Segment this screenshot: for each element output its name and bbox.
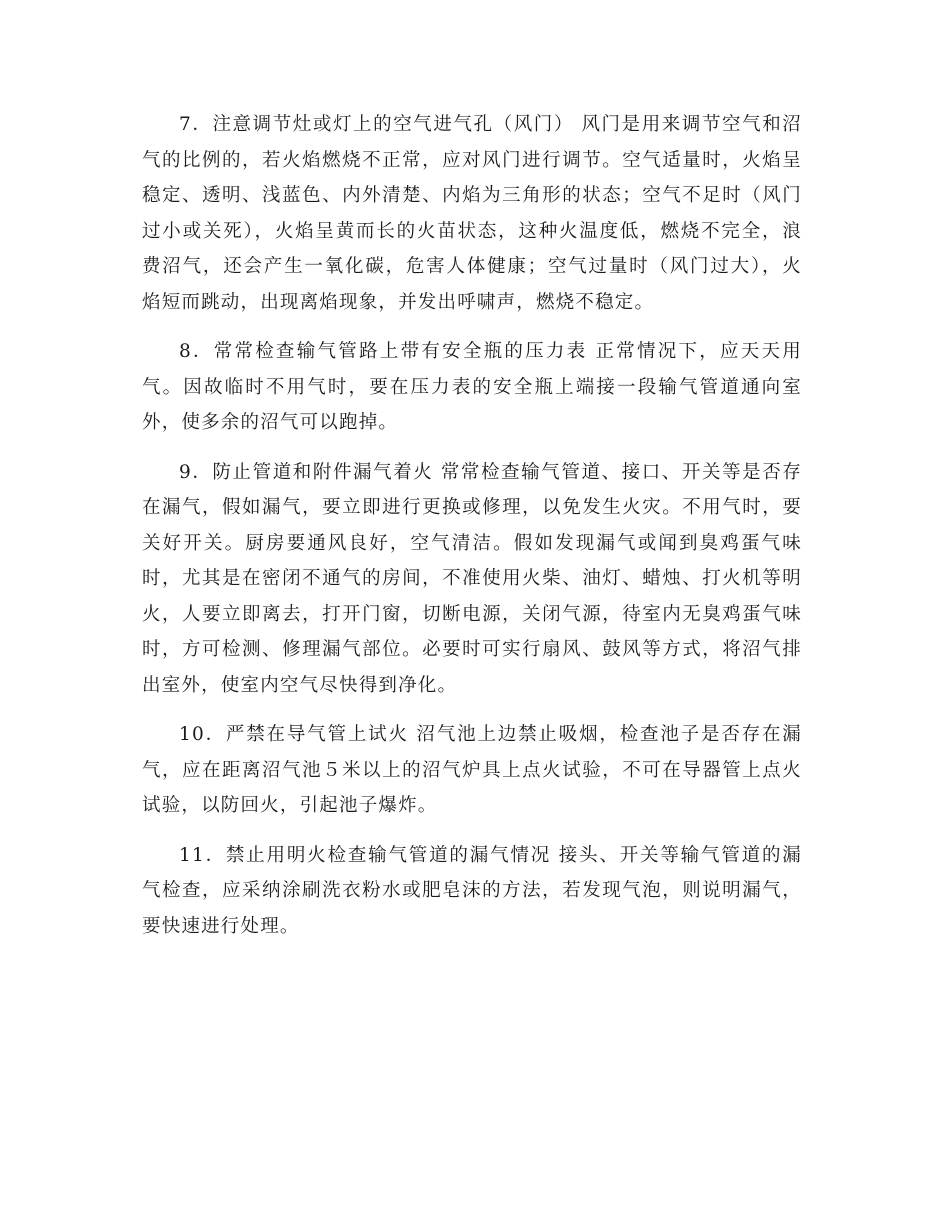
paragraph-7: 7．注意调节灶或灯上的空气进气孔（风门） 风门是用来调节空气和沼气的比例的，若火焰燃烧不正常，应对风门进行调节。空气适量时，火焰呈稳定、透明、浅蓝色、内外清楚、内焰为三角形的状态；空气不足时（风门过小或关死），火焰呈黄而长的火苗状态，这种火温度低，燃烧不完全，浪费沼气，还会产生一氧化碳，危害人体健康；空气过量时（风门过大），火焰短而跳动，出现离焰现象，并发出呼啸声，燃烧不稳定。 — [142, 114, 802, 313]
paragraph-10: 10．严禁在导气管上试火 沼气池上边禁止吸烟，检查池子是否存在漏气，应在距离沼气池５米以上的沼气炉具上点火试验，不可在导器管上点火试验，以防回火，引起池子爆炸。 — [142, 724, 802, 816]
paragraph-9: 9．防止管道和附件漏气着火 常常检查输气管道、接口、开关等是否存在漏气，假如漏气，要立即进行更换或修理，以免发生火灾。不用气时，要关好开关。厨房要通风良好，空气清洁。假如发现漏气或闻到臭鸡蛋气味时，尤其是在密闭不通气的房间，不准使用火柴、油灯、蜡烛、打火机等明火，人要立即离去，打开门窗，切断电源，关闭气源，待室内无臭鸡蛋气味时，方可检测、修理漏气部位。必要时可实行扇风、鼓风等方式，将沼气排出室外，使室内空气尽快得到净化。 — [142, 461, 802, 696]
paragraph-11: 11．禁止用明火检查输气管道的漏气情况 接头、开关等输气管道的漏气检查，应采纳涂刷洗衣粉水或肥皂沫的方法，若发现气泡，则说明漏气，要快速进行处理。 — [142, 844, 802, 937]
paragraph-8: 8．常常检查输气管路上带有安全瓶的压力表 正常情况下，应天天用气。因故临时不用气时，要在压力表的安全瓶上端接一段输气管道通向室外，使多余的沼气可以跑掉。 — [142, 341, 802, 433]
document-body — [142, 107, 802, 958]
